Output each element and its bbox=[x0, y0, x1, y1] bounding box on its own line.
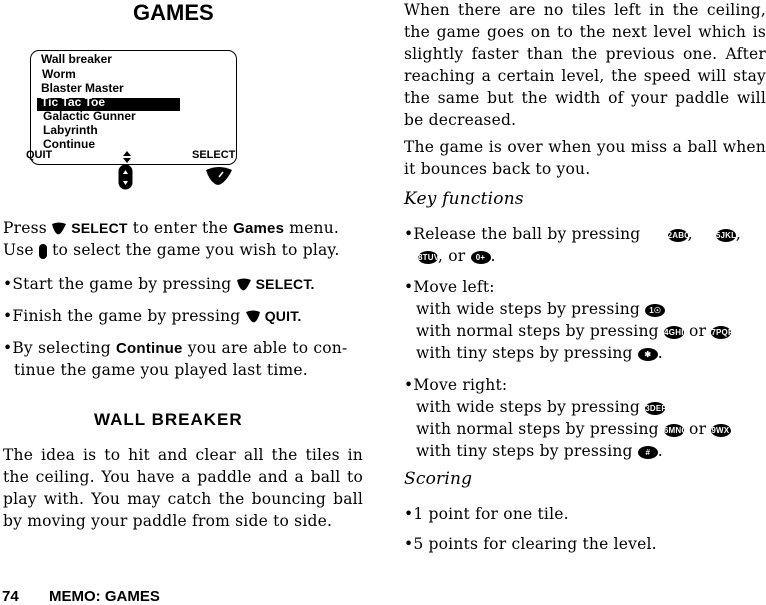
quit-key-icon bbox=[246, 310, 260, 324]
key-hash-icon: # bbox=[638, 446, 658, 459]
intro-line-2 bbox=[3, 239, 363, 261]
continue-label: Continue bbox=[116, 340, 183, 357]
navigation-key-icon bbox=[39, 244, 47, 259]
right-para-2: The game is over when you miss a ball when it bounces back to you. bbox=[404, 138, 766, 178]
release-line: •Release the ball by pressing 2ABC, 5JKL, bbox=[404, 225, 741, 243]
key-8-icon: 8TUV bbox=[418, 252, 440, 262]
key-9-icon: 9WXYZ bbox=[711, 425, 740, 435]
navigation-key-icon[interactable] bbox=[118, 164, 133, 190]
bullet-continue bbox=[3, 337, 363, 360]
menu-item-worm[interactable]: Worm bbox=[42, 67, 76, 81]
bullet-continue-line-2: tinue the game you played last time. bbox=[14, 361, 308, 379]
release-line-2: 8TUV, or 0+ . bbox=[418, 247, 496, 265]
bullet-start bbox=[3, 273, 363, 295]
bullet-continue-text-1: •By selecting bbox=[3, 339, 111, 357]
key-6-icon: 6MNO bbox=[663, 425, 688, 435]
section-heading: WALL BREAKER bbox=[94, 410, 243, 429]
key-7-icon: 7PQRS bbox=[711, 327, 740, 337]
move-left-title: •Move left: bbox=[404, 278, 495, 296]
bullet-start-text: •Start the game by pressing bbox=[3, 275, 232, 293]
score-1: •1 point for one tile. bbox=[404, 505, 569, 523]
tiny-left-text: with tiny steps by pressing bbox=[416, 344, 633, 362]
quit-softkey[interactable]: QUIT bbox=[26, 149, 53, 161]
bullet-start-key: SELECT. bbox=[255, 276, 315, 292]
score-2: •5 points for clearing the level. bbox=[404, 535, 657, 553]
normal-right bbox=[416, 418, 766, 440]
normal-left bbox=[416, 320, 766, 342]
key-2-icon: 2ABC bbox=[667, 230, 691, 240]
menu-item-continue[interactable]: Continue bbox=[43, 137, 95, 151]
or-word: or bbox=[689, 420, 707, 438]
select-softkey[interactable]: SELECT bbox=[192, 149, 236, 161]
intro-use: Use bbox=[3, 241, 34, 259]
page-number: 74 bbox=[2, 588, 19, 605]
intro-line-1 bbox=[3, 217, 363, 240]
select-key-icon bbox=[237, 278, 251, 292]
menu-item-galactic-gunner[interactable]: Galactic Gunner bbox=[43, 109, 136, 123]
wide-right bbox=[416, 396, 766, 418]
softkey-bar bbox=[26, 148, 236, 164]
release-or: , or bbox=[438, 247, 466, 265]
intro-press: Press bbox=[3, 219, 47, 237]
bullet-continue-text-2: you are able to con- bbox=[187, 339, 348, 357]
intro-enter: to enter the bbox=[132, 219, 228, 237]
select-label: SELECT bbox=[71, 220, 128, 236]
wide-left-text: with wide steps by pressing bbox=[416, 300, 641, 318]
bullet-finish bbox=[3, 305, 363, 327]
tiny-right: with tiny steps by pressing # . bbox=[416, 442, 663, 460]
phone-screen bbox=[26, 50, 237, 165]
intro-menu: menu. bbox=[289, 219, 340, 237]
release-text: •Release the ball by pressing bbox=[404, 225, 641, 243]
menu-item-wall-breaker[interactable]: Wall breaker bbox=[41, 52, 112, 66]
or-word: or bbox=[689, 322, 707, 340]
page-title: GAMES bbox=[133, 0, 214, 25]
section-body: The idea is to hit and clear all the tiles in the ceiling. You have a paddle and a ball to play with. You may catch the bouncing ball by moving your paddle from side to side. bbox=[3, 446, 363, 530]
bullet-finish-key: QUIT. bbox=[264, 308, 302, 324]
tiny-right-text: with tiny steps by pressing bbox=[416, 442, 633, 460]
normal-left-text: with normal steps by pressing bbox=[416, 322, 659, 340]
key-functions-heading: Key functions bbox=[404, 189, 524, 209]
menu-item-labyrinth[interactable]: Labyrinth bbox=[43, 123, 98, 137]
key-1-icon: 1☉ bbox=[645, 304, 665, 317]
wide-left bbox=[416, 298, 766, 320]
tiny-left: with tiny steps by pressing ✱ . bbox=[416, 344, 663, 362]
games-label: Games bbox=[233, 220, 285, 237]
move-right-title: •Move right: bbox=[404, 376, 508, 394]
normal-right-text: with normal steps by pressing bbox=[416, 420, 659, 438]
select-key-icon bbox=[52, 222, 66, 236]
select-key-icon[interactable] bbox=[205, 166, 233, 186]
intro-select-game: to select the game you wish to play. bbox=[52, 241, 340, 259]
key-5-icon: 5JKL bbox=[715, 230, 737, 240]
menu-item-tic-tac-toe[interactable]: Tic Tac Toe bbox=[41, 95, 106, 109]
scoring-heading: Scoring bbox=[404, 469, 473, 489]
key-star-icon: ✱ bbox=[638, 348, 658, 361]
key-0-icon: 0+ bbox=[471, 251, 491, 264]
footer-section: MEMO: GAMES bbox=[49, 588, 160, 605]
wide-right-text: with wide steps by pressing bbox=[416, 398, 641, 416]
right-para-1: When there are no tiles left in the ceiling, the game goes on to the next level which is slightly faster than the previous one. After reaching a certain level, the speed will stay the same but the width of your paddle will be decreased. bbox=[404, 1, 766, 129]
menu-item-blaster-master[interactable]: Blaster Master bbox=[41, 81, 124, 95]
key-4-icon: 4GHI bbox=[664, 327, 684, 337]
key-3-icon: 3DEF bbox=[645, 403, 667, 413]
up-down-arrow-icon bbox=[123, 151, 131, 163]
bullet-finish-text: •Finish the game by pressing bbox=[3, 307, 241, 325]
